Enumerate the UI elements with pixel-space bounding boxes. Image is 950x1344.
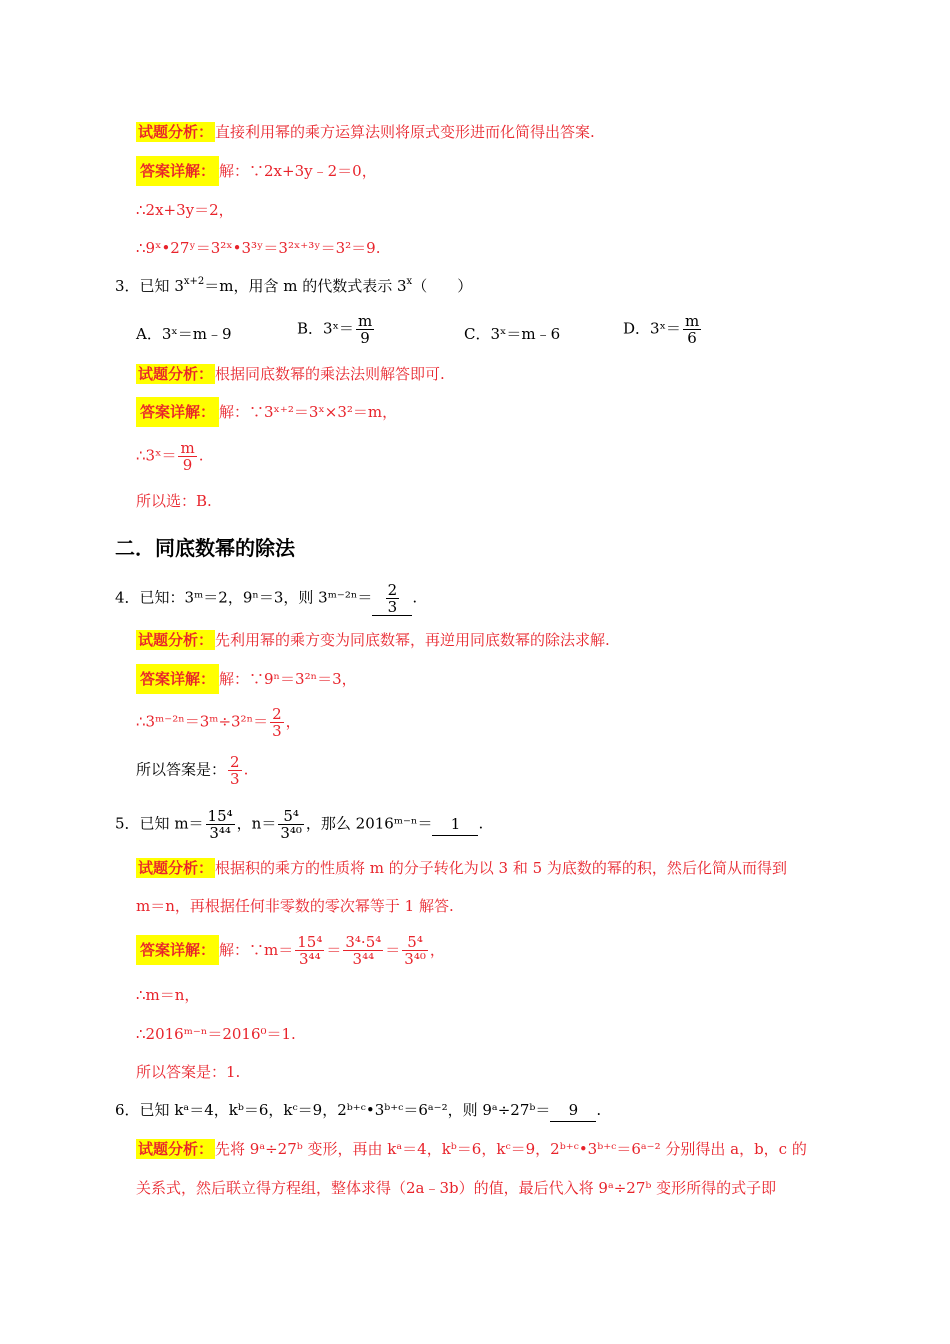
fraction (228, 754, 242, 787)
question-text: ＝m，用含 m 的代数式表示 3 (204, 277, 407, 295)
analysis-text: m＝n，再根据任何非零数的零次幂等于 1 解答. (136, 897, 454, 915)
question-number: 6． (115, 1101, 140, 1119)
option-label: D．3ˣ＝ (623, 319, 681, 338)
answer-text: 解：∵m＝ (219, 940, 294, 959)
analysis-label: 试题分析： (138, 365, 214, 383)
fraction (178, 440, 196, 473)
answer-text: ∴3ˣ＝ (136, 446, 177, 465)
question-4 (115, 582, 417, 616)
analysis-label: 试题分析： (138, 123, 214, 141)
q4-analysis (136, 629, 610, 651)
numerator: m (684, 312, 700, 330)
question-text: . (596, 1101, 602, 1119)
denominator: 3 (230, 770, 240, 788)
q5-answer (136, 934, 445, 967)
question-5 (115, 808, 483, 841)
question-text: （ ） (412, 277, 473, 295)
superscript: x+2 (183, 276, 205, 287)
answer-label: 答案详解： (136, 935, 219, 965)
denominator: 3⁴⁰ (280, 824, 302, 842)
option-d (623, 313, 703, 346)
p1-answer (136, 160, 377, 182)
denominator: 3⁴⁴ (299, 950, 321, 968)
fraction (343, 934, 383, 967)
numerator: m (357, 312, 373, 330)
equals-sign: ＝ (385, 940, 401, 959)
superscript: x (406, 276, 413, 287)
answer-line: ∴2x+3y＝2， (136, 201, 234, 219)
numerator: 15⁴ (207, 807, 233, 825)
option-c: C．3ˣ＝m﹣6 (464, 325, 561, 343)
question-text: 已知 3 (139, 277, 184, 295)
p1-analysis (136, 121, 595, 143)
q3-answer (136, 401, 397, 423)
answer-line: 所以选：B. (136, 492, 212, 510)
question-text: 已知：3ᵐ＝2，9ⁿ＝3，则 3ᵐ⁻²ⁿ＝ (139, 588, 373, 607)
denominator: 3⁴⁴ (352, 950, 375, 968)
question-text: ，那么 2016ᵐ⁻ⁿ＝ (305, 814, 433, 833)
fraction (295, 934, 324, 967)
analysis-text: 直接利用幂的乘方运算法则将原式变形进而化简得出答案. (215, 123, 595, 141)
analysis-text: 根据积的乘方的性质将 m 的分子转化为以 3 和 5 为底数的幂的积，然后化简从而得到 (215, 859, 787, 877)
numerator: 5⁴ (402, 934, 428, 951)
option-b (297, 313, 376, 346)
numerator: 5⁴ (278, 808, 304, 825)
numerator: 3⁴·5⁴ (345, 933, 382, 951)
numerator: 2 (230, 753, 240, 771)
option-a: A．3ˣ＝m﹣9 (136, 325, 232, 343)
answer-label: 答案详解： (136, 156, 219, 186)
analysis-text: 先将 9ᵃ÷27ᵇ 变形，再由 kᵃ＝4，kᵇ＝6，kᶜ＝9，2ᵇ⁺ᶜ•3ᵇ⁺ᶜ＝6ᵃ⁻² 分别得出 a，b，c 的 (215, 1140, 807, 1158)
question-text: ，n＝ (236, 814, 277, 833)
answer-label: 答案详解： (136, 664, 219, 694)
answer-line: 所以答案是：1. (136, 1063, 241, 1081)
analysis-label: 试题分析： (138, 1140, 214, 1158)
numerator: 15⁴ (297, 933, 323, 951)
question-number: 3． (115, 277, 140, 295)
answer-label: 答案详解： (136, 397, 219, 427)
fraction (683, 313, 701, 346)
fraction (402, 934, 428, 967)
q5-analysis (136, 857, 787, 879)
denominator: 3 (272, 722, 282, 740)
question-3 (115, 275, 472, 297)
question-number: 5． (115, 814, 140, 833)
answer-line: ∴9ˣ•27ʸ＝3²ˣ•3³ʸ＝3²ˣ⁺³ʸ＝3²＝9. (136, 239, 381, 257)
numerator: 2 (272, 705, 282, 723)
answer-line (136, 440, 203, 473)
q4-answer (136, 668, 357, 690)
q3-analysis (136, 363, 445, 385)
fraction (356, 313, 374, 346)
analysis-text: 关系式，然后联立得方程组，整体求得（2a﹣3b）的值，最后代入将 9ᵃ÷27ᵇ 变形所得的式子即 (136, 1179, 777, 1197)
answer-text: ， (285, 712, 301, 731)
answer-text (219, 933, 445, 968)
question-text: . (412, 588, 418, 607)
denominator: 9 (360, 329, 370, 347)
answer-line (136, 754, 248, 787)
answer-blank: 1 (432, 813, 478, 836)
analysis-text: 根据同底数幂的乘法法则解答即可. (215, 365, 445, 383)
numerator: m (180, 439, 195, 457)
answer-text: ∴3ᵐ⁻²ⁿ＝3ᵐ÷3²ⁿ＝ (136, 712, 269, 731)
question-text: . (478, 814, 484, 833)
answer-line: 解：∵2x+3y﹣2＝0， (219, 162, 377, 180)
equals-sign: ＝ (326, 940, 342, 959)
answer-text: 所以答案是： (136, 760, 227, 779)
denominator: 6 (687, 329, 697, 347)
fraction (278, 808, 304, 841)
answer-line: ∴m＝n， (136, 986, 200, 1004)
answer-line: 解：∵3ˣ⁺²＝3ˣ×3²＝m， (219, 403, 398, 421)
section-title: 二．同底数幂的除法 (115, 536, 295, 560)
denominator: 9 (182, 456, 193, 474)
answer-line (136, 706, 301, 739)
answer-blank (372, 582, 412, 616)
answer-text: . (198, 446, 204, 465)
answer-text: . (243, 760, 249, 779)
denominator: 3⁴⁴ (209, 824, 231, 842)
numerator: 2 (387, 581, 398, 599)
fraction (270, 706, 284, 739)
denominator: 3 (387, 598, 398, 616)
answer-text: ， (429, 940, 445, 959)
question-text: 已知 m＝ (139, 814, 204, 833)
question-number: 4． (115, 588, 140, 607)
q6-analysis (136, 1138, 807, 1160)
analysis-label: 试题分析： (138, 859, 214, 877)
question-6 (115, 1099, 601, 1122)
fraction (386, 582, 400, 615)
answer-line: 解：∵9ⁿ＝3²ⁿ＝3， (219, 670, 357, 688)
fraction (206, 808, 235, 841)
analysis-label: 试题分析： (138, 631, 214, 649)
question-text: 已知 kᵃ＝4，kᵇ＝6，kᶜ＝9，2ᵇ⁺ᶜ•3ᵇ⁺ᶜ＝6ᵃ⁻²，则 9ᵃ÷27ᵇ＝ (139, 1101, 551, 1119)
analysis-text: 先利用幂的乘方变为同底数幂，再逆用同底数幂的除法求解. (215, 631, 610, 649)
answer-blank: 9 (550, 1099, 596, 1122)
option-label: B．3ˣ＝ (297, 319, 354, 338)
denominator: 3⁴⁰ (404, 950, 426, 968)
answer-line: ∴2016ᵐ⁻ⁿ＝2016⁰＝1. (136, 1025, 296, 1043)
